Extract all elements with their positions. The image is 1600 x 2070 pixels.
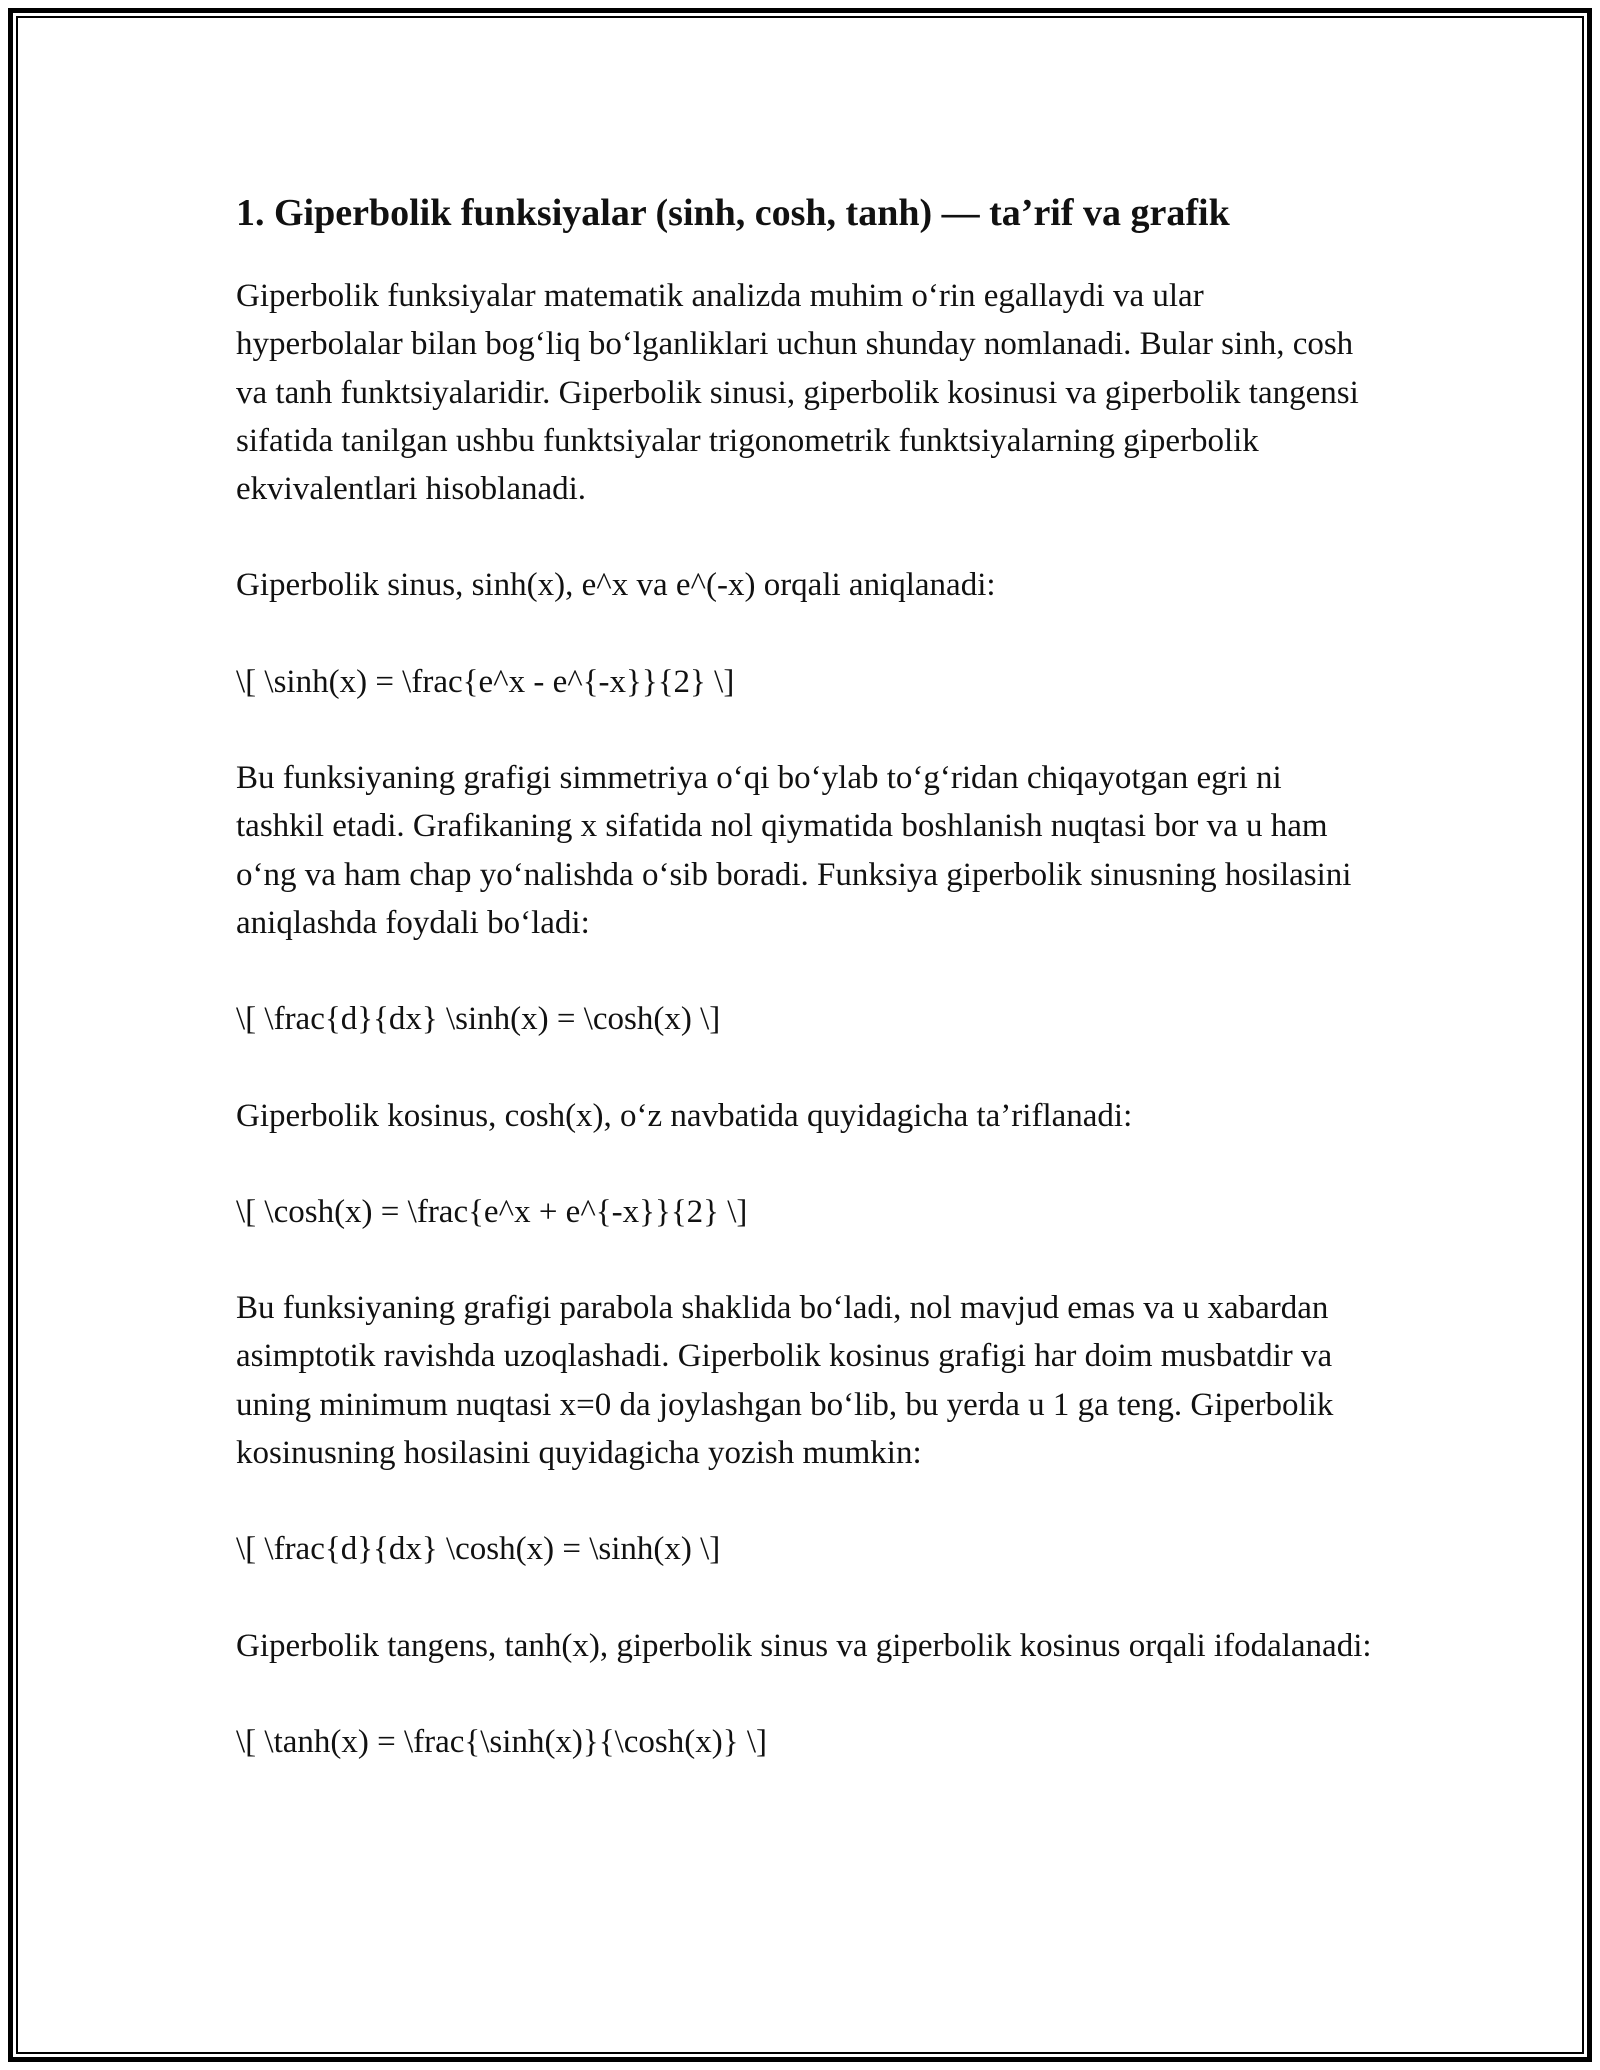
section-heading: 1. Giperbolik funksiyalar (sinh, cosh, tanh) — ta’rif va grafik [236,192,1230,234]
sinh-formula: \[ \sinh(x) = \frac{e^x - e^{-x}}{2} \] [236,663,735,700]
intro-paragraph: Giperbolik funksiyalar matematik analizda muhim o‘rin egallaydi va ular hyperbolalar bilan bog‘liq bo‘lganliklari uchun shunday nomlanadi. Bular sinh, cosh va tanh funktsiyalaridir. Giperbolik sinusi, giperbolik kosinusi va giperbolik tangensi sifatida tanilgan ushbu funktsiyalar trigonometrik funktsiyalarning giperbolik ekvivalentlari hisoblanadi. [236,278,1359,508]
cosh-graph-paragraph: Bu funksiyaning grafigi parabola shaklida bo‘ladi, nol mavjud emas va u xabardan asimptotik ravishda uzoqlashadi. Giperbolik kosinus grafigi har doim musbatdir va uning minimum nuqtasi x=0 da joylashgan bo‘lib, bu yerda u 1 ga teng. Giperbolik kosinusning hosilasini quyidagicha yozish mumkin: [236,1290,1334,1472]
cosh-intro-paragraph: Giperbolik kosinus, cosh(x), o‘z navbatida quyidagicha ta’riflanadi: [236,1097,1133,1134]
sinh-graph-paragraph: Bu funksiyaning grafigi simmetriya o‘qi bo‘ylab to‘g‘ridan chiqayotgan egri ni tashkil etadi. Grafikaning x sifatida nol qiymatida boshlanish nuqtasi bor va u ham o‘ng va ham chap yo‘nalishda o‘sib boradi. Funksiya giperbolik sinusning hosilasini aniqlashda foydali bo‘ladi: [236,760,1352,941]
cosh-derivative-formula: \[ \frac{d}{dx} \cosh(x) = \sinh(x) \] [236,1531,721,1568]
cosh-formula: \[ \cosh(x) = \frac{e^x + e^{-x}}{2} \] [236,1193,748,1230]
document-body [236,182,1376,1814]
sinh-derivative-formula: \[ \frac{d}{dx} \sinh(x) = \cosh(x) \] [236,1001,721,1038]
tanh-formula: \[ \tanh(x) = \frac{\sinh(x)}{\cosh(x)} \] [236,1723,767,1760]
sinh-intro-paragraph: Giperbolik sinus, sinh(x), e^x va e^(-x) orqali aniqlanadi: [236,567,996,604]
tanh-intro-paragraph: Giperbolik tangens, tanh(x), giperbolik sinus va giperbolik kosinus orqali ifodalanadi: [236,1627,1372,1664]
